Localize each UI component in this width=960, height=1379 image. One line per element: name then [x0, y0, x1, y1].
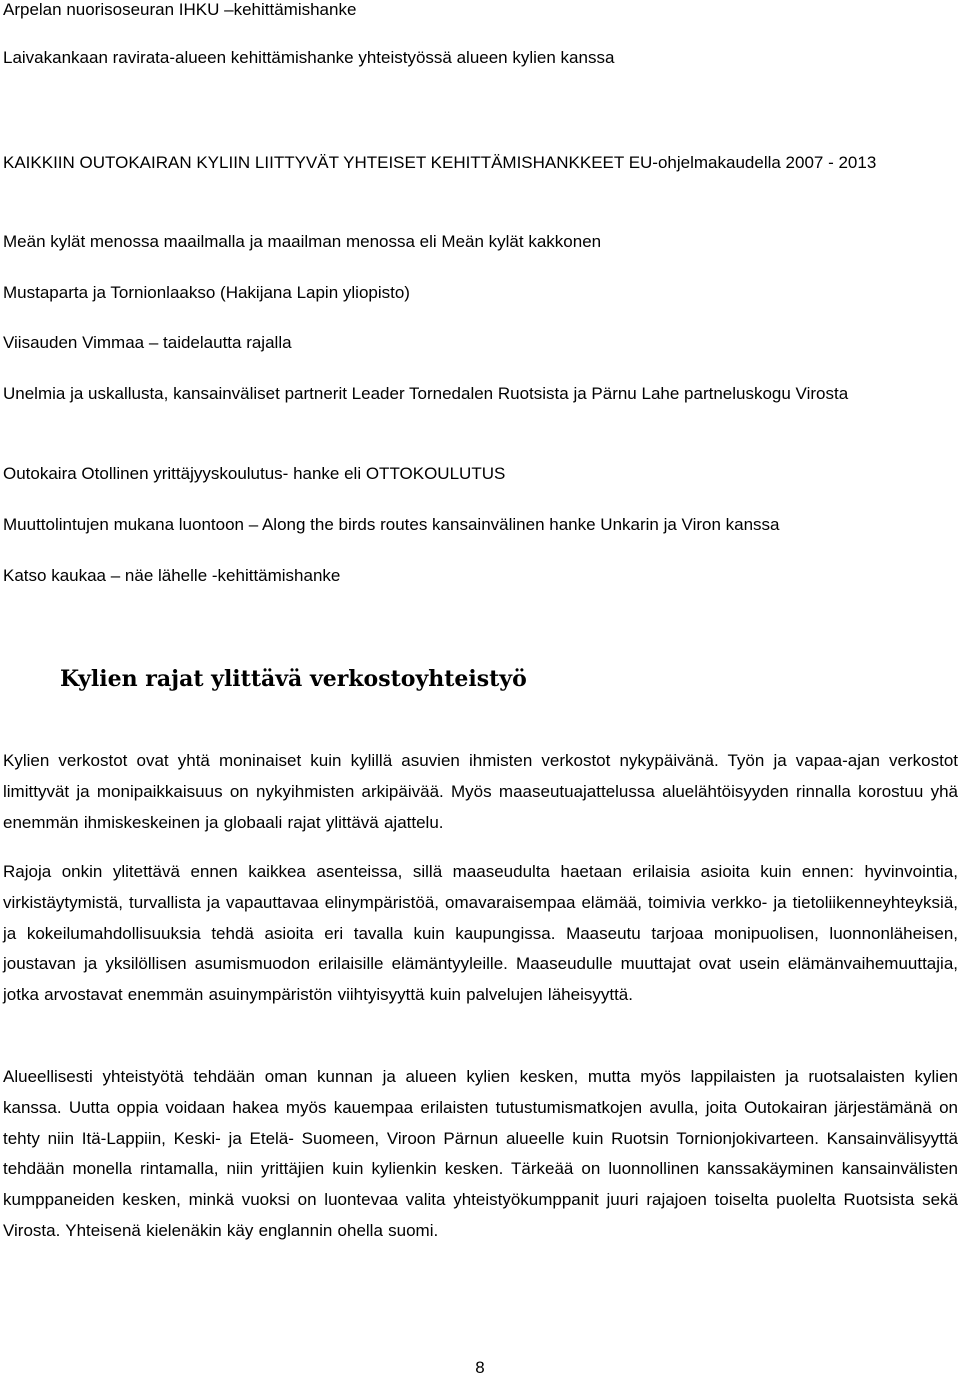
- page-number: 8: [475, 1358, 485, 1377]
- list-item: Unelmia ja uskallusta, kansainväliset partnerit Leader Tornedalen Ruotsista ja Pärnu Lahe partneluskogu Virosta: [3, 384, 849, 403]
- list-item: Muuttolintujen mukana luontoon – Along the birds routes kansainvälinen hanke Unkarin ja Viron kanssa: [3, 515, 780, 534]
- list-item: Katso kaukaa – näe lähelle -kehittämishanke: [3, 566, 341, 585]
- list-item: Mustaparta ja Tornionlaakso (Hakijana Lapin yliopisto): [3, 283, 410, 302]
- eu-section-heading: KAIKKIIN OUTOKAIRAN KYLIIN LIITTYVÄT YHTEISET KEHITTÄMISHANKKEET EU-ohjelmakaudella 2007 - 2013: [3, 153, 877, 172]
- list-item: Outokaira Otollinen yrittäjyyskoulutus- hanke eli OTTOKOULUTUS: [3, 464, 506, 483]
- body-paragraph: Alueellisesti yhteistyötä tehdään oman kunnan ja alueen kylien kesken, mutta myös lappilaisten ja ruotsalaisten kylien kanssa. Uutta oppia voidaan hakea myös kauempaa erilaisten tutustumismatkojen avulla, joita Outokairan järjestämänä on tehty niin Itä-Lappiin, Keski- ja Etelä- Suomeen, Viroon Pärnun alueelle kuin Ruotsin Tornionjokivarteen. Kansainvälisyyttä tehdään monella rintamalla, niin yrittäjien kuin kylienkin kesken. Tärkeää on luonnollinen kanssakäyminen kansainvälisten kumppaneiden kesken, minkä vuoksi on luontevaa valita yhteistyökumppanit juuri rajajoen toiselta puolelta Ruotsista sekä Virosta. Yhteisenä kielenäkin käy englannin ohella suomi.: [3, 1067, 958, 1240]
- body-paragraph: Kylien verkostot ovat yhtä moninaiset kuin kylillä asuvien ihmisten verkostot nykypäivänä. Työn ja vapaa-ajan verkostot limittyvät ja monipaikkaisuus on nykyihmisten arkipäivää. Myös maaseutuajattelussa aluelähtöisyyden rinnalla korostuu yhä enemmän ihmiskeskeinen ja globaali rajat ylittävä ajattelu.: [3, 751, 958, 832]
- list-item: Viisauden Vimmaa – taidelautta rajalla: [3, 333, 292, 352]
- body-paragraph: Rajoja onkin ylitettävä ennen kaikkea asenteissa, sillä maaseudulta haetaan erilaisia asioita kuin ennen: hyvinvointia, virkistäytymistä, turvallista ja vapauttavaa elinympäristöä, omavaraisempaa elämää, toimivia verkko- ja tietoliikenneyhteyksiä, ja kokeilumahdollisuuksia tehdä asioita eri tavalla kuin kaupungissa. Maaseutu tarjoaa monipuolisen, luonnonläheisen, joustavan ja yksilöllisen asumismuodon erilaisille elämäntyyleille. Maaseudulle muuttajat ovat usein elämänvaihemuuttajia, jotka arvostavat enemmän asuinympäristön viihtyisyyttä kuin palvelujen läheisyyttä.: [3, 862, 958, 1005]
- section-heading: Kylien rajat ylittävä verkostoyhteistyö: [60, 666, 527, 692]
- document-title: Arpelan nuorisoseuran IHKU –kehittämishanke: [3, 0, 357, 19]
- list-item: Meän kylät menossa maailmalla ja maailman menossa eli Meän kylät kakkonen: [3, 232, 602, 251]
- document-subtitle: Laivakankaan ravirata-alueen kehittämishanke yhteistyössä alueen kylien kanssa: [3, 48, 615, 67]
